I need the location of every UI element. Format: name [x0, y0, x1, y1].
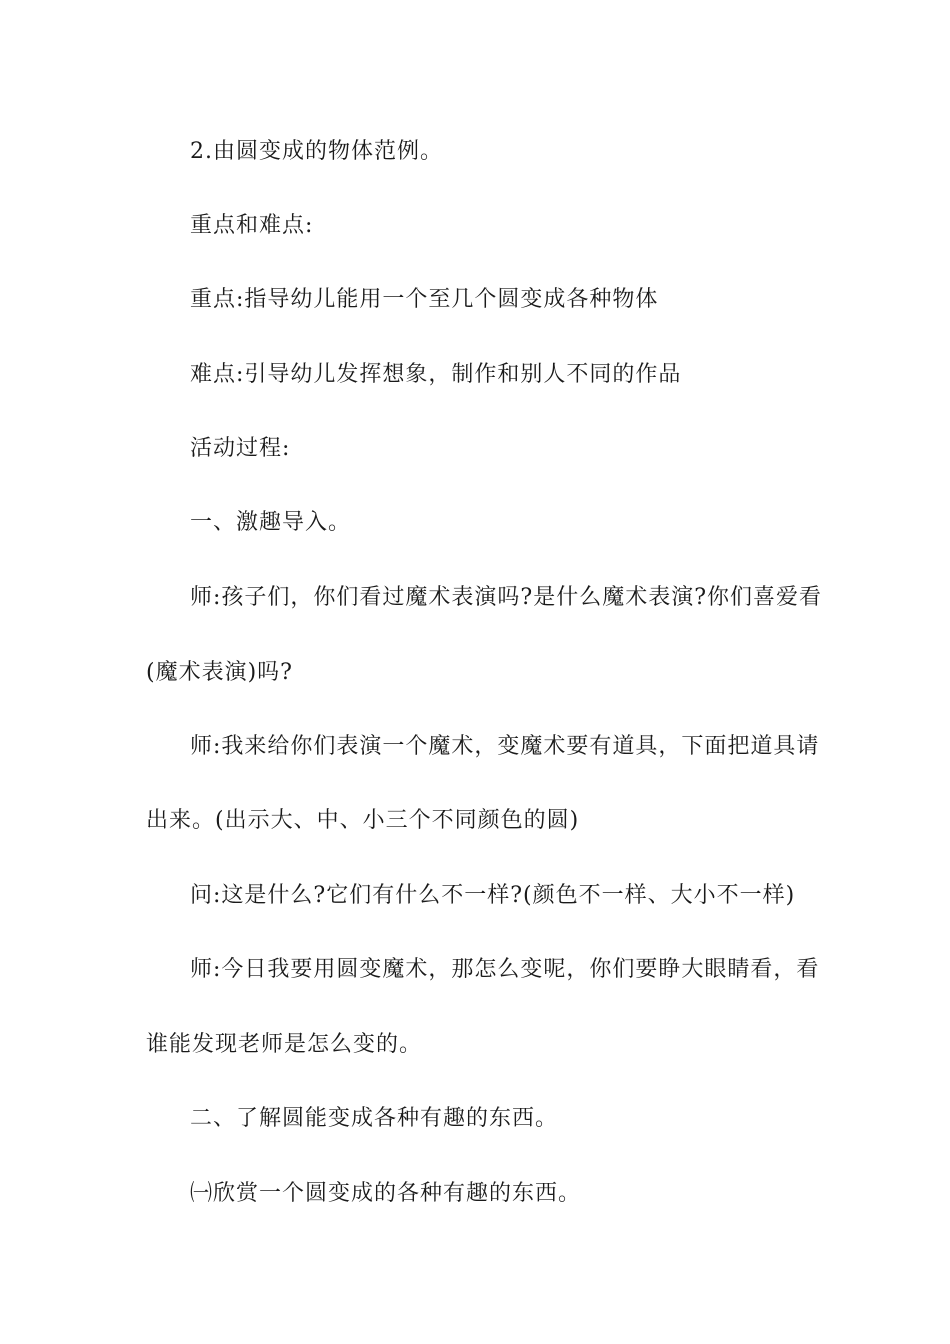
section-one-heading: 一、激趣导入。 — [190, 510, 352, 535]
section-two-heading: 二、了解圆能变成各种有趣的东西。 — [190, 1106, 559, 1131]
paragraph-line: 师:我来给你们表演一个魔术，变魔术要有道具，下面把道具请 — [190, 734, 820, 759]
activity-process-heading: 活动过程: — [190, 436, 291, 461]
paragraph-line: 问:这是什么?它们有什么不一样?(颜色不一样、大小不一样) — [190, 883, 796, 908]
subsection-heading: ㈠欣赏一个圆变成的各种有趣的东西。 — [190, 1181, 582, 1206]
paragraph-line: (魔术表演)吗? — [146, 660, 293, 685]
key-point-text: 重点:指导幼儿能用一个至几个圆变成各种物体 — [190, 287, 659, 312]
paragraph-line: 师:今日我要用圆变魔术，那怎么变呢，你们要睁大眼睛看，看 — [190, 957, 820, 982]
key-points-heading: 重点和难点: — [190, 213, 314, 238]
difficulty-text: 难点:引导幼儿发挥想象，制作和别人不同的作品 — [190, 362, 682, 387]
paragraph-line: 出来。(出示大、中、小三个不同颜色的圆) — [146, 808, 580, 833]
paragraph-line: 谁能发现老师是怎么变的。 — [146, 1032, 423, 1057]
paragraph-line: 师:孩子们，你们看过魔术表演吗?是什么魔术表演?你们喜爱看 — [190, 585, 823, 610]
materials-item-2: 2.由圆变成的物体范例。 — [190, 139, 443, 164]
